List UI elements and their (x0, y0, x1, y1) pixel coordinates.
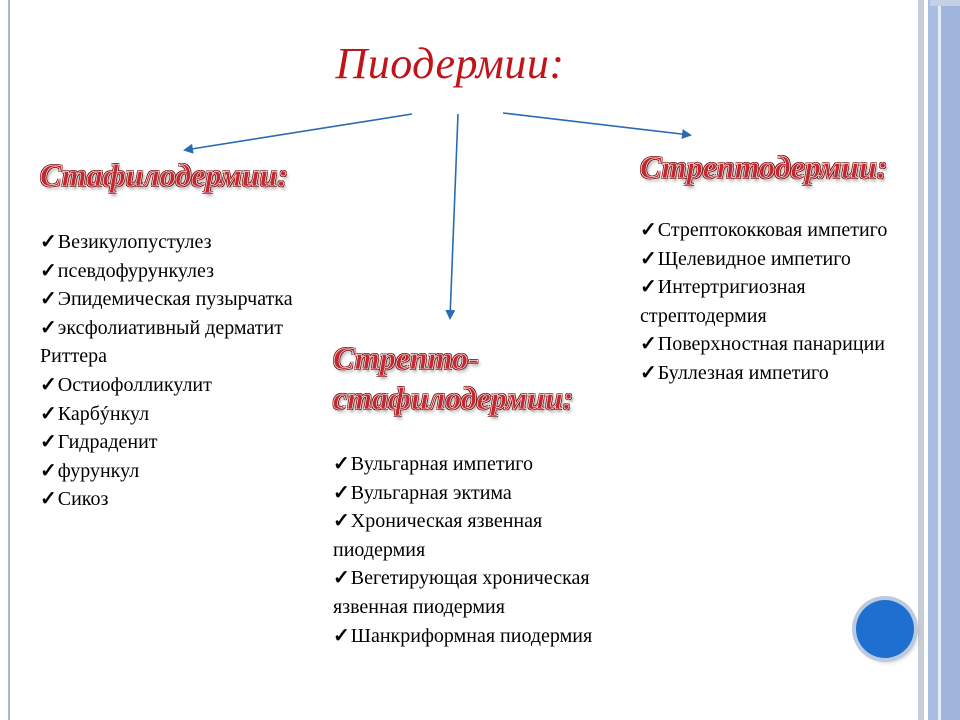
list-staphyloderma (40, 228, 310, 514)
check-icon: ✓ (40, 373, 57, 396)
list-item: ✓Шанкриформная пиодермия (333, 624, 593, 647)
nav-circle-button[interactable] (856, 600, 914, 658)
list-item: ✓Интертригиозная стрептодермия (640, 276, 806, 327)
check-icon: ✓ (40, 488, 57, 511)
check-icon: ✓ (640, 333, 657, 356)
check-icon: ✓ (640, 247, 657, 270)
list-strepto-staphyloderma (333, 450, 623, 650)
heading-streptoderma: Стрептодермии: (640, 149, 888, 185)
check-icon: ✓ (333, 481, 350, 504)
check-icon: ✓ (333, 624, 350, 647)
heading-staphyloderma: Стафилодермии: (40, 157, 289, 193)
list-streptoderma (640, 216, 890, 388)
list-item: ✓Вульгарная эктима (333, 481, 512, 504)
check-icon: ✓ (40, 431, 57, 454)
list-item: ✓Буллезная импетиго (640, 361, 829, 384)
list-item: ✓Сикоз (40, 488, 109, 511)
check-icon: ✓ (40, 316, 57, 339)
check-icon: ✓ (640, 361, 657, 384)
slide-title: Пиодермии: (335, 39, 565, 88)
list-item: ✓Остиофолликулит (40, 373, 212, 396)
check-icon: ✓ (40, 402, 57, 425)
list-item: ✓Гидраденит (40, 431, 158, 454)
list-item: ✓Стрептококковая импетиго (640, 219, 888, 241)
check-icon: ✓ (40, 259, 57, 282)
check-icon: ✓ (333, 453, 350, 475)
check-icon: ✓ (333, 567, 350, 590)
list-item: ✓псевдофурункулез (40, 259, 215, 282)
heading-line-2: стафилодермии: (333, 380, 574, 416)
list-item: ✓Щелевидное импетиго (640, 247, 851, 270)
check-icon: ✓ (40, 231, 57, 253)
list-item: ✓фурункул (40, 459, 140, 482)
check-icon: ✓ (40, 288, 57, 311)
list-item: ✓эксфолиативный дерматит Риттера (40, 316, 283, 368)
heading-line-1: Стрепто- (333, 340, 479, 376)
check-icon: ✓ (333, 510, 350, 533)
list-item: ✓Карбýнкул (40, 402, 150, 425)
check-icon: ✓ (40, 459, 57, 482)
arrow-down (450, 114, 458, 318)
list-item: ✓Хроническая язвенная пиодермия (333, 510, 543, 561)
list-item: ✓Везикулопустулез (40, 231, 212, 253)
arrow-right (503, 113, 690, 135)
list-item: ✓Вегетирующая хроническая язвенная пиодермия (333, 567, 590, 618)
check-icon: ✓ (640, 219, 657, 241)
list-item: ✓Поверхностная панариции (640, 333, 885, 356)
heading-strepto-staphyloderma (333, 338, 573, 418)
list-item: ✓Эпидемическая пузырчатка (40, 288, 293, 311)
list-item: ✓Вульгарная импетиго (333, 453, 534, 475)
arrow-left (185, 114, 412, 150)
check-icon: ✓ (640, 276, 657, 299)
